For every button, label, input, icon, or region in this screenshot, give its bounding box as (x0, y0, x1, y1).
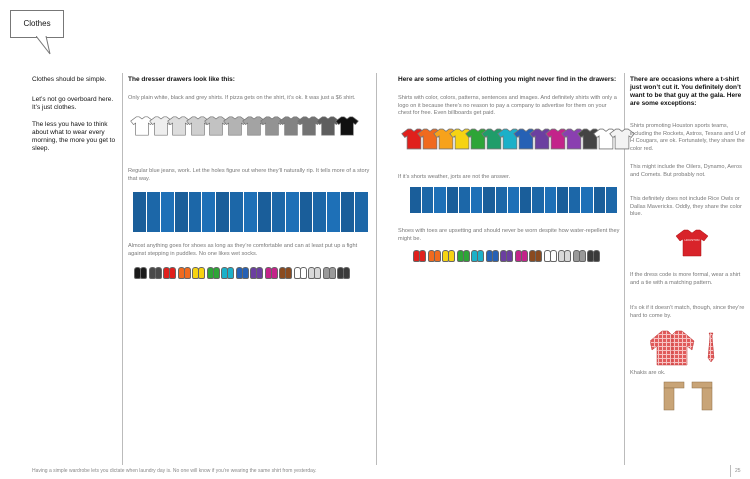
jorts-leg-14 (569, 187, 580, 213)
callout-tail (36, 36, 52, 56)
section-title: Clothes (23, 19, 51, 28)
shoe-11-2 (285, 267, 292, 279)
plaid-shirt-and-tie-icon (650, 330, 720, 366)
shoe-3-2 (169, 267, 176, 279)
jorts-leg-17 (606, 187, 617, 213)
jorts-leg-1 (410, 187, 421, 213)
toe-shoe-6-2 (492, 250, 499, 262)
jeans-leg-14 (313, 192, 326, 232)
jeans-leg-5 (189, 192, 202, 232)
jorts-leg-6 (471, 187, 482, 213)
bad-shoes-row (413, 250, 613, 262)
intro-line-2: Let’s not go overboard here. It’s just clothes. (32, 96, 114, 111)
toe-shoe-11-2 (564, 250, 571, 262)
toe-shoe-4-2 (463, 250, 470, 262)
exceptions-oilers: This might include the Oilers, Dynamo, Aeros and Comets. But probably not. (630, 164, 742, 178)
jeans-leg-4 (175, 192, 188, 232)
toe-shoe-12-2 (579, 250, 586, 262)
jorts-leg-5 (459, 187, 470, 213)
toe-shoe-1-2 (419, 250, 426, 262)
shoe-10-2 (271, 267, 278, 279)
jeans-leg-1 (133, 192, 146, 232)
exceptions-title: There are occasions where a t-shirt just won’t cut it. You definitely don’t want to be that guy at the gala. Here are some exceptions: (630, 76, 742, 107)
jeans-leg-12 (286, 192, 299, 232)
page-number-rule (730, 465, 731, 477)
jeans-leg-6 (202, 192, 215, 232)
never-shoes-text: Shoes with toes are upsetting and should never be worn despite how water-repellent they might be. (398, 228, 620, 242)
shoe-9-2 (256, 267, 263, 279)
exceptions-rice: This definitely does not include Rice Owls or Dallas Mavericks. Oddly, they share the color blue. (630, 196, 742, 218)
drawers-jeans-text: Regular blue jeans, work. Let the holes figure out where they’ll naturally rip. It tells more of a story that way. (128, 168, 370, 182)
jorts-row (410, 187, 618, 213)
jorts-leg-8 (496, 187, 507, 213)
jorts-leg-16 (594, 187, 605, 213)
divider-1 (122, 73, 123, 465)
jeans-leg-8 (230, 192, 243, 232)
jeans-leg-10 (258, 192, 271, 232)
jorts-leg-7 (483, 187, 494, 213)
jorts-leg-12 (545, 187, 556, 213)
khakis-icon (662, 381, 714, 411)
shoe-6-2 (213, 267, 220, 279)
shoe-13-2 (314, 267, 321, 279)
exceptions-houston: Shirts promoting Houston sports teams, including the Rockets, Astros, Texans and U of H Cougars, are ok. Fortunately, they share the color red. (630, 123, 746, 152)
never-title: Here are some articles of clothing you might never find in the drawers: (398, 76, 617, 83)
jeans-leg-13 (300, 192, 313, 232)
exceptions-formal: If the dress code is more formal, wear a shirt and a tie with a matching pattern. (630, 272, 741, 286)
section-callout (10, 10, 64, 38)
shoe-15-2 (343, 267, 350, 279)
color-shirts-row (401, 127, 621, 157)
toe-shoe-2-2 (434, 250, 441, 262)
jeans-row (133, 192, 369, 232)
exceptions-match: It’s ok if it doesn’t match, though, since they’re hard to come by. (630, 305, 745, 319)
drawers-shirts-text: Only plain white, black and grey shirts. If pizza gets on the shirt, it’s ok. It was just a $6 shirt. (128, 95, 356, 101)
jeans-leg-17 (355, 192, 368, 232)
jorts-leg-4 (447, 187, 458, 213)
jorts-leg-10 (520, 187, 531, 213)
toe-shoe-10-2 (550, 250, 557, 262)
never-shirts-text: Shirts with color, colors, patterns, sentences and images. And definitely shirts with only a logo on it because there’s no reason to pay a company to advertise for them on your chest for free. Even billboards get paid. (398, 95, 617, 117)
jeans-leg-15 (327, 192, 340, 232)
shoe-5-2 (198, 267, 205, 279)
toe-shoe-3-2 (448, 250, 455, 262)
shoe-1-2 (140, 267, 147, 279)
grey-shirt-12 (335, 116, 359, 136)
shoe-2-2 (155, 267, 162, 279)
toe-shoe-9-2 (535, 250, 542, 262)
intro-line-3: The less you have to think about what to wear every morning, the more you get to sleep. (32, 121, 116, 152)
good-shoes-row (134, 267, 354, 279)
houston-logo: HOUSTON (684, 238, 700, 242)
never-jorts-text: If it’s shorts weather, jorts are not the answer. (398, 174, 511, 180)
jorts-leg-9 (508, 187, 519, 213)
shoe-4-2 (184, 267, 191, 279)
shoe-12-2 (300, 267, 307, 279)
jorts-leg-3 (434, 187, 445, 213)
jeans-leg-7 (216, 192, 229, 232)
jeans-leg-3 (161, 192, 174, 232)
intro-line-1: Clothes should be simple. (32, 76, 107, 83)
page-number: 25 (735, 468, 741, 474)
houston-shirt-icon (675, 229, 709, 257)
jeans-leg-16 (341, 192, 354, 232)
jorts-leg-15 (581, 187, 592, 213)
jorts-leg-13 (557, 187, 568, 213)
jeans-leg-2 (147, 192, 160, 232)
shoe-7-2 (227, 267, 234, 279)
grey-shirts-row (130, 116, 360, 136)
jeans-leg-9 (244, 192, 257, 232)
drawers-shoes-text: Almost anything goes for shoes as long as they’re comfortable and can at least put up a fight against stepping in puddles. No one likes wet socks. (128, 243, 358, 257)
toe-shoe-7-2 (506, 250, 513, 262)
footer-note: Having a simple wardrobe lets you dictate when laundry day is. No one will know if you’re wearing the same shirt from yesterday. (32, 468, 317, 474)
shoe-8-2 (242, 267, 249, 279)
toe-shoe-8-2 (521, 250, 528, 262)
toe-shoe-5-2 (477, 250, 484, 262)
jorts-leg-2 (422, 187, 433, 213)
shoe-14-2 (329, 267, 336, 279)
jorts-leg-11 (532, 187, 543, 213)
jeans-leg-11 (272, 192, 285, 232)
toe-shoe-13-2 (593, 250, 600, 262)
drawers-title: The dresser drawers look like this: (128, 76, 235, 83)
gutter-divider (376, 73, 377, 465)
exceptions-khakis: Khakis are ok. (630, 370, 666, 376)
